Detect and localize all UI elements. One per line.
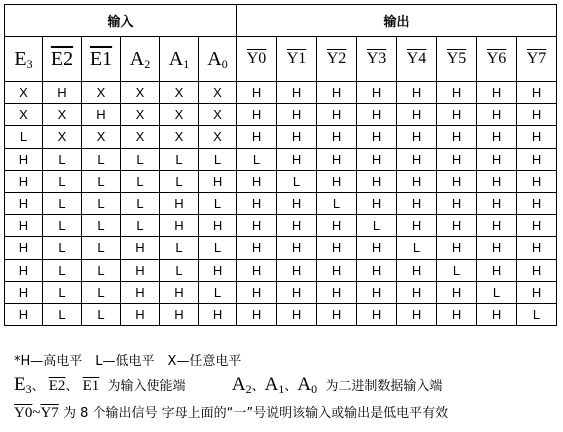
table-cell: H — [317, 215, 357, 237]
table-cell: H — [397, 192, 437, 214]
table-cell: H — [477, 104, 517, 126]
table-cell: H — [517, 192, 557, 214]
table-cell: L — [121, 192, 160, 214]
column-header-e1: E1 — [82, 37, 121, 82]
table-cell: H — [357, 303, 397, 325]
column-header-y7: Y7 — [517, 37, 557, 82]
table-cell: H — [477, 126, 517, 148]
table-cell: X — [121, 126, 160, 148]
table-body — [5, 82, 557, 326]
table-cell: L — [160, 259, 199, 281]
table-cell: H — [517, 104, 557, 126]
column-header-e3: $E_3$ — [5, 37, 43, 82]
table-cell: H — [477, 215, 517, 237]
e1-symbol: E1 — [82, 378, 100, 394]
column-header-a0: $A_0$ — [199, 37, 237, 82]
table-cell: H — [357, 192, 397, 214]
table-cell: L — [517, 303, 557, 325]
table-cell: H — [160, 303, 199, 325]
table-cell: H — [437, 170, 477, 192]
table-cell: H — [237, 281, 277, 303]
table-cell: X — [121, 82, 160, 104]
table-cell: H — [5, 170, 43, 192]
table-cell: X — [199, 82, 237, 104]
table-cell: X — [160, 82, 199, 104]
table-cell: H — [437, 126, 477, 148]
table-cell: H — [437, 237, 477, 259]
table-cell: X — [82, 126, 121, 148]
table-cell: L — [121, 170, 160, 192]
table-row — [5, 281, 557, 303]
y7-symbol: Y7 — [40, 405, 59, 421]
table-cell: H — [277, 104, 317, 126]
table-cell: H — [43, 82, 82, 104]
table-cell: H — [237, 237, 277, 259]
table-cell: H — [357, 281, 397, 303]
table-cell: L — [160, 148, 199, 170]
table-cell: L — [43, 259, 82, 281]
table-cell: H — [199, 303, 237, 325]
table-cell: H — [397, 148, 437, 170]
table-cell: H — [437, 192, 477, 214]
table-cell: H — [357, 148, 397, 170]
table-cell: L — [43, 192, 82, 214]
table-cell: L — [477, 281, 517, 303]
table-cell: H — [237, 303, 277, 325]
table-cell: H — [237, 259, 277, 281]
table-cell: H — [5, 237, 43, 259]
table-cell: H — [437, 104, 477, 126]
table-cell: H — [357, 82, 397, 104]
table-cell: X — [121, 104, 160, 126]
output-desc: 为 8 个输出信号 字母上面的“一”号说明该输入或输出是低电平有效 — [62, 406, 449, 421]
table-cell: H — [121, 259, 160, 281]
table-cell: H — [199, 259, 237, 281]
table-cell: H — [277, 303, 317, 325]
table-cell: H — [237, 104, 277, 126]
table-cell: L — [82, 281, 121, 303]
truth-table — [4, 4, 557, 326]
table-cell: X — [5, 82, 43, 104]
table-cell: L — [82, 148, 121, 170]
table-cell: H — [82, 104, 121, 126]
table-cell: H — [160, 215, 199, 237]
table-cell: H — [477, 259, 517, 281]
table-cell: L — [397, 237, 437, 259]
enable-note: $E_3$、 E2、 E1 为输入使能端 $A_2$、$A_1$、$A_0$ 为二进制数据输入端 — [14, 374, 443, 396]
table-cell: L — [199, 148, 237, 170]
table-cell: H — [160, 192, 199, 214]
table-cell: X — [43, 126, 82, 148]
table-cell: H — [277, 192, 317, 214]
e2-symbol: E2 — [48, 378, 66, 394]
table-cell: L — [82, 303, 121, 325]
table-cell: H — [317, 259, 357, 281]
table-cell: H — [237, 215, 277, 237]
table-cell: H — [517, 170, 557, 192]
table-cell: H — [517, 215, 557, 237]
column-header-y0: Y0 — [237, 37, 277, 82]
table-cell: H — [517, 259, 557, 281]
table-cell: L — [82, 215, 121, 237]
table-cell: L — [199, 281, 237, 303]
table-cell: H — [397, 281, 437, 303]
table-cell: H — [317, 281, 357, 303]
table-cell: H — [237, 192, 277, 214]
y0-symbol: Y0 — [14, 405, 33, 421]
table-cell: H — [317, 148, 357, 170]
column-header-e2: E2 — [43, 37, 82, 82]
address-symbols: $A_2$、$A_1$、$A_0$ — [231, 374, 318, 396]
table-row — [5, 259, 557, 281]
table-cell: H — [121, 237, 160, 259]
table-cell: H — [477, 192, 517, 214]
table-cell: H — [437, 303, 477, 325]
table-cell: H — [277, 259, 317, 281]
table-cell: H — [357, 259, 397, 281]
table-cell: L — [357, 215, 397, 237]
table-cell: L — [160, 170, 199, 192]
table-cell: H — [5, 215, 43, 237]
table-cell: L — [160, 237, 199, 259]
table-cell: H — [397, 215, 437, 237]
table-cell: H — [277, 237, 317, 259]
table-cell: X — [43, 104, 82, 126]
table-cell: X — [160, 126, 199, 148]
table-row — [5, 104, 557, 126]
table-cell: H — [317, 104, 357, 126]
table-row — [5, 237, 557, 259]
table-row — [5, 126, 557, 148]
table-cell: L — [43, 237, 82, 259]
column-header-y1: Y1 — [277, 37, 317, 82]
table-row — [5, 303, 557, 325]
table-cell: L — [82, 192, 121, 214]
output-note: Y0~Y7 为 8 个输出信号 字母上面的“一”号说明该输入或输出是低电平有效 — [14, 405, 449, 421]
column-header-row — [5, 37, 557, 82]
column-header-y4: Y4 — [397, 37, 437, 82]
table-cell: H — [517, 126, 557, 148]
table-cell: H — [397, 82, 437, 104]
table-cell: H — [317, 170, 357, 192]
table-cell: L — [199, 192, 237, 214]
table-cell: H — [237, 126, 277, 148]
table-cell: H — [477, 148, 517, 170]
column-header-a2: $A_2$ — [121, 37, 160, 82]
table-cell: H — [477, 82, 517, 104]
table-cell: H — [277, 281, 317, 303]
table-cell: H — [477, 237, 517, 259]
table-cell: L — [43, 170, 82, 192]
table-cell: H — [277, 82, 317, 104]
column-header-y6: Y6 — [477, 37, 517, 82]
table-cell: H — [437, 215, 477, 237]
table-cell: H — [357, 126, 397, 148]
table-cell: L — [277, 170, 317, 192]
column-header-y2: Y2 — [317, 37, 357, 82]
table-cell: H — [5, 281, 43, 303]
table-cell: H — [317, 237, 357, 259]
table-cell: L — [43, 281, 82, 303]
table-cell: H — [477, 170, 517, 192]
table-cell: X — [199, 104, 237, 126]
table-cell: L — [237, 148, 277, 170]
table-cell: H — [5, 303, 43, 325]
table-cell: H — [437, 148, 477, 170]
table-cell: L — [43, 215, 82, 237]
address-desc: 为二进制数据输入端 — [325, 379, 443, 394]
table-cell: L — [43, 303, 82, 325]
table-cell: H — [357, 170, 397, 192]
table-cell: L — [5, 126, 43, 148]
table-row — [5, 82, 557, 104]
table-cell: H — [517, 237, 557, 259]
table-cell: H — [199, 170, 237, 192]
table-cell: L — [317, 192, 357, 214]
table-cell: L — [121, 148, 160, 170]
table-cell: H — [237, 82, 277, 104]
table-cell: L — [82, 259, 121, 281]
table-cell: X — [160, 104, 199, 126]
table-cell: H — [277, 148, 317, 170]
table-cell: L — [437, 259, 477, 281]
table-cell: L — [82, 237, 121, 259]
table-cell: H — [397, 126, 437, 148]
table-cell: H — [517, 148, 557, 170]
enable-desc: 为输入使能端 — [107, 379, 186, 394]
table-cell: X — [5, 104, 43, 126]
table-cell: H — [397, 303, 437, 325]
table-cell: L — [199, 237, 237, 259]
table-cell: H — [397, 259, 437, 281]
table-cell: H — [5, 192, 43, 214]
legend-note: *H—高电平 L—低电平 X—任意电平 — [14, 354, 242, 369]
table-cell: H — [317, 82, 357, 104]
table-cell: L — [121, 215, 160, 237]
column-header-y3: Y3 — [357, 37, 397, 82]
table-cell: X — [82, 82, 121, 104]
table-cell: H — [199, 215, 237, 237]
input-group-header: 输入 — [5, 5, 237, 37]
table-cell: H — [121, 281, 160, 303]
table-cell: H — [121, 303, 160, 325]
table-cell: H — [517, 281, 557, 303]
table-cell: H — [277, 126, 317, 148]
table-cell: X — [199, 126, 237, 148]
table-cell: L — [43, 148, 82, 170]
column-header-y5: Y5 — [437, 37, 477, 82]
table-row — [5, 215, 557, 237]
table-cell: H — [277, 215, 317, 237]
table-cell: H — [357, 104, 397, 126]
table-cell: H — [437, 82, 477, 104]
table-cell: H — [317, 126, 357, 148]
table-cell: H — [517, 82, 557, 104]
table-row — [5, 192, 557, 214]
table-cell: H — [5, 148, 43, 170]
table-cell: H — [397, 170, 437, 192]
table-cell: L — [82, 170, 121, 192]
e3-symbol: $E_3$ — [14, 374, 32, 396]
output-group-header: 输出 — [237, 5, 557, 37]
table-cell: H — [317, 303, 357, 325]
table-cell: H — [160, 281, 199, 303]
table-cell: H — [237, 170, 277, 192]
table-cell: H — [357, 237, 397, 259]
table-cell: H — [437, 281, 477, 303]
table-cell: H — [5, 259, 43, 281]
table-cell: H — [477, 303, 517, 325]
table-row — [5, 170, 557, 192]
table-cell: H — [397, 104, 437, 126]
table-row — [5, 148, 557, 170]
column-header-a1: $A_1$ — [160, 37, 199, 82]
